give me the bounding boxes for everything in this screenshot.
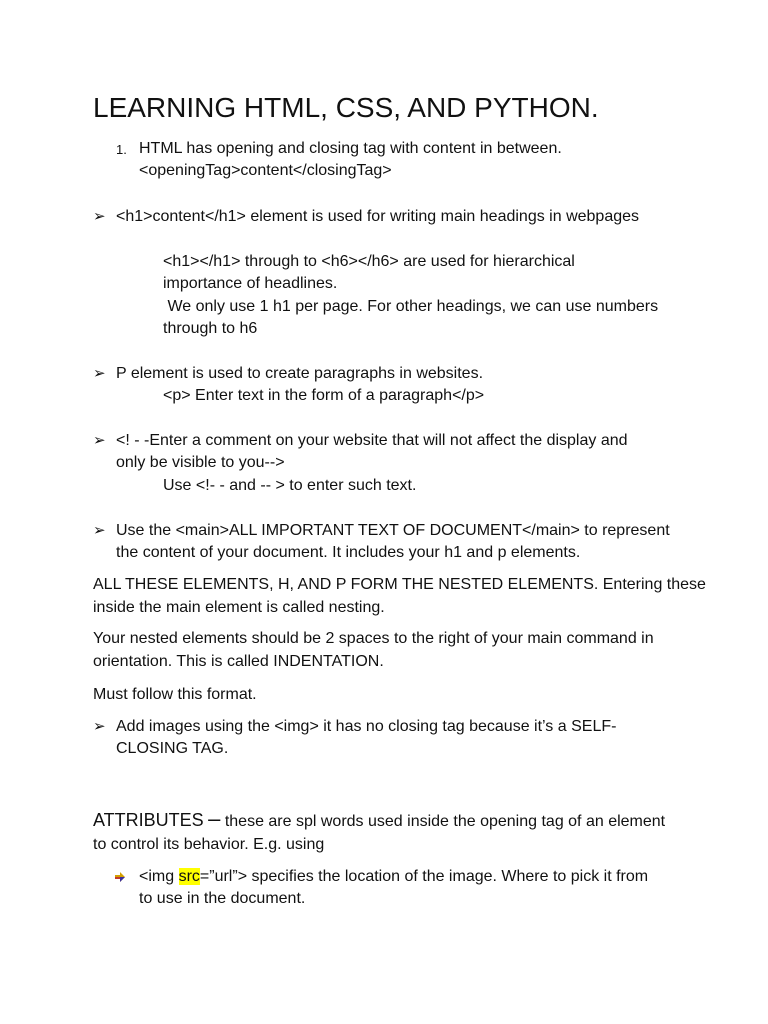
arrow-bullet-icon: ➢	[93, 365, 106, 382]
p-element-paragraph: P element is used to create paragraphs in websites.	[116, 365, 484, 382]
src-text: =”url”> specifies the location of the image. Where to pick it from	[199, 868, 649, 885]
page-title: LEARNING HTML, CSS, AND PYTHON.	[93, 92, 599, 123]
arrow-bullet-icon: ➢	[93, 208, 106, 225]
src-text: <img	[139, 868, 179, 885]
attributes-paragraph: to control its behavior. E.g. using	[93, 836, 325, 853]
nesting-paragraph: ALL THESE ELEMENTS, H, AND P FORM THE NESTED ELEMENTS. Entering these	[93, 576, 706, 593]
attributes-text: these are spl words used inside the opening tag of an element	[220, 813, 666, 830]
attributes-paragraph	[93, 808, 665, 833]
indentation-paragraph: orientation. This is called INDENTATION.	[93, 653, 384, 670]
attributes-heading: ATTRIBUTES	[93, 810, 204, 830]
h1-sub-line: through to h6	[163, 320, 258, 337]
comment-paragraph: <! - -Enter a comment on your website that will not affect the display and	[116, 432, 628, 449]
src-highlight: src	[178, 868, 200, 885]
list-item-html-tags-example: <openingTag>content</closingTag>	[139, 162, 392, 179]
list-number: 1.	[116, 142, 127, 157]
indentation-paragraph: Your nested elements should be 2 spaces to the right of your main command in	[93, 630, 654, 647]
arrow-bullet-icon: ➢	[93, 718, 106, 735]
attributes-dash: –	[208, 806, 221, 831]
images-paragraph: Add images using the <img> it has no closing tag because it’s a SELF-	[116, 718, 617, 735]
format-paragraph: Must follow this format.	[93, 686, 257, 703]
h1-sub-line: importance of headlines.	[163, 275, 338, 292]
h1-sub-line: <h1></h1> through to <h6></h6> are used for hierarchical	[163, 253, 575, 270]
src-attribute-paragraph: to use in the document.	[139, 890, 306, 907]
nesting-paragraph: inside the main element is called nesting.	[93, 599, 385, 616]
comment-paragraph: only be visible to you-->	[116, 454, 285, 471]
main-element-paragraph: Use the <main>ALL IMPORTANT TEXT OF DOCUMENT</main> to represent	[116, 522, 670, 539]
arrowhead-bullet-icon	[113, 870, 127, 884]
main-element-paragraph: the content of your document. It includes your h1 and p elements.	[116, 544, 581, 561]
h1-paragraph: <h1>content</h1> element is used for writing main headings in webpages	[116, 208, 640, 225]
src-attribute-paragraph	[139, 866, 648, 888]
arrow-bullet-icon: ➢	[93, 432, 106, 449]
images-paragraph: CLOSING TAG.	[116, 740, 229, 757]
p-element-example: <p> Enter text in the form of a paragraph</p>	[163, 387, 485, 404]
arrow-bullet-icon: ➢	[93, 522, 106, 539]
h1-sub-line: We only use 1 h1 per page. For other headings, we can use numbers	[163, 298, 659, 315]
list-item-html-tags: HTML has opening and closing tag with content in between.	[139, 140, 562, 157]
comment-example: Use <!- - and -- > to enter such text.	[163, 477, 417, 494]
